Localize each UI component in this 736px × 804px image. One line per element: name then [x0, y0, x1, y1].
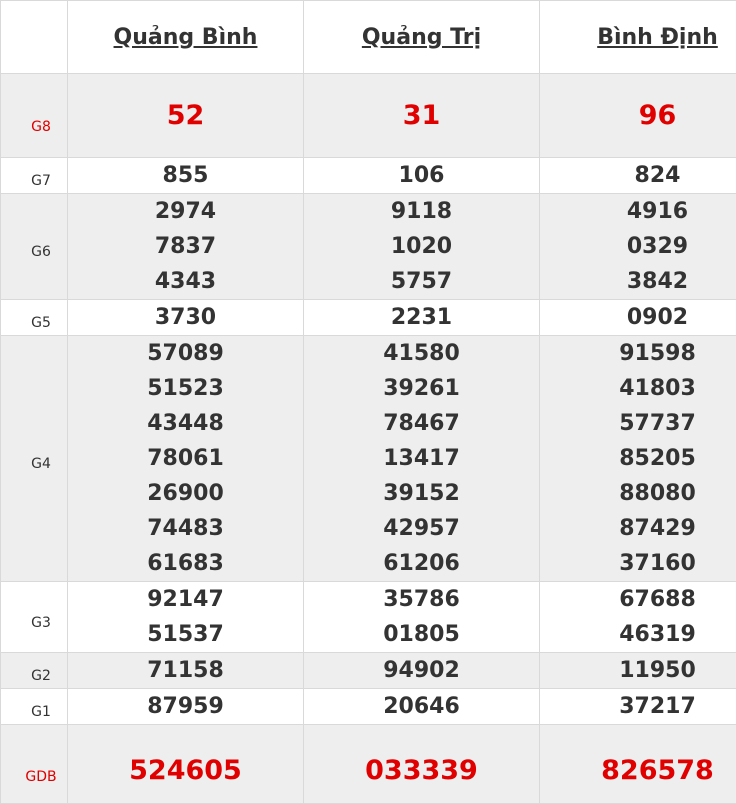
- prize-number: 71158: [68, 653, 303, 688]
- prize-number: 41803: [540, 371, 736, 406]
- province-header-binh-dinh: [540, 1, 736, 74]
- prize-cell: [304, 582, 540, 653]
- prize-row-g8: [1, 74, 736, 158]
- prize-label: G4: [1, 336, 68, 582]
- prize-cell: [304, 336, 540, 582]
- prize-number: 2231: [304, 300, 539, 335]
- prize-cell: [68, 194, 304, 300]
- prize-number: 0329: [540, 229, 736, 264]
- prize-row-g1: [1, 689, 736, 725]
- prize-number: 7837: [68, 229, 303, 264]
- prize-number: 74483: [68, 511, 303, 546]
- prize-cell: [540, 158, 736, 194]
- header-empty-cell: [1, 1, 68, 74]
- prize-number: 92147: [68, 582, 303, 617]
- prize-cell: [68, 582, 304, 653]
- province-link-quang-tri[interactable]: Quảng Trị: [362, 25, 481, 50]
- prize-cell: [68, 689, 304, 725]
- prize-number: 51537: [68, 617, 303, 652]
- prize-cell: [68, 158, 304, 194]
- prize-cell: [540, 300, 736, 336]
- prize-cell: [540, 689, 736, 725]
- prize-cell: [304, 653, 540, 689]
- prize-cell: [304, 74, 540, 158]
- prize-label: G6: [1, 194, 68, 300]
- prize-cell: [304, 725, 540, 804]
- prize-number: 033339: [304, 738, 539, 790]
- prize-row-g3: [1, 582, 736, 653]
- province-link-quang-binh[interactable]: Quảng Bình: [114, 25, 258, 50]
- prize-cell: [540, 74, 736, 158]
- prize-number: 1020: [304, 229, 539, 264]
- prize-number: 20646: [304, 689, 539, 724]
- prize-number: 37217: [540, 689, 736, 724]
- prize-number: 01805: [304, 617, 539, 652]
- prize-number: 61206: [304, 546, 539, 581]
- prize-cell: [68, 653, 304, 689]
- prize-number: 57737: [540, 406, 736, 441]
- prize-label: GDB: [1, 725, 68, 804]
- prize-number: 87959: [68, 689, 303, 724]
- prize-number: 67688: [540, 582, 736, 617]
- prize-row-gdb: [1, 725, 736, 804]
- prize-number: 826578: [540, 738, 736, 790]
- prize-label: G8: [1, 74, 68, 158]
- prize-number: 88080: [540, 476, 736, 511]
- prize-number: 4343: [68, 264, 303, 299]
- prize-number: 31: [304, 85, 539, 146]
- prize-row-g6: [1, 194, 736, 300]
- prize-number: 855: [68, 158, 303, 193]
- prize-cell: [68, 300, 304, 336]
- prize-number: 4916: [540, 194, 736, 229]
- prize-cell: [540, 653, 736, 689]
- prize-number: 26900: [68, 476, 303, 511]
- prize-number: 824: [540, 158, 736, 193]
- prize-number: 85205: [540, 441, 736, 476]
- prize-cell: [540, 336, 736, 582]
- prize-number: 37160: [540, 546, 736, 581]
- header-row: [1, 1, 736, 74]
- prize-number: 87429: [540, 511, 736, 546]
- prize-cell: [68, 336, 304, 582]
- prize-number: 51523: [68, 371, 303, 406]
- prize-row-g2: [1, 653, 736, 689]
- prize-number: 5757: [304, 264, 539, 299]
- prize-number: 52: [68, 85, 303, 146]
- prize-cell: [68, 74, 304, 158]
- prize-number: 61683: [68, 546, 303, 581]
- prize-number: 78061: [68, 441, 303, 476]
- prize-cell: [304, 194, 540, 300]
- prize-number: 43448: [68, 406, 303, 441]
- prize-label: G7: [1, 158, 68, 194]
- prize-number: 11950: [540, 653, 736, 688]
- prize-label: G3: [1, 582, 68, 653]
- prize-number: 13417: [304, 441, 539, 476]
- prize-label: G1: [1, 689, 68, 725]
- prize-number: 91598: [540, 336, 736, 371]
- prize-label: G5: [1, 300, 68, 336]
- prize-number: 42957: [304, 511, 539, 546]
- prize-cell: [540, 582, 736, 653]
- prize-number: 78467: [304, 406, 539, 441]
- prize-row-g7: [1, 158, 736, 194]
- prize-cell: [304, 158, 540, 194]
- prize-number: 3730: [68, 300, 303, 335]
- prize-number: 41580: [304, 336, 539, 371]
- prize-cell: [304, 300, 540, 336]
- prize-cell: [540, 194, 736, 300]
- province-link-binh-dinh[interactable]: Bình Định: [597, 25, 718, 50]
- prize-number: 46319: [540, 617, 736, 652]
- prize-label: G2: [1, 653, 68, 689]
- prize-number: 94902: [304, 653, 539, 688]
- prize-number: 96: [540, 85, 736, 146]
- province-header-quang-tri: [304, 1, 540, 74]
- prize-number: 39152: [304, 476, 539, 511]
- prize-number: 524605: [68, 738, 303, 790]
- prize-cell: [304, 689, 540, 725]
- prize-number: 9118: [304, 194, 539, 229]
- province-header-quang-binh: [68, 1, 304, 74]
- prize-row-g5: [1, 300, 736, 336]
- prize-cell: [68, 725, 304, 804]
- prize-number: 2974: [68, 194, 303, 229]
- prize-number: 0902: [540, 300, 736, 335]
- prize-number: 57089: [68, 336, 303, 371]
- prize-number: 3842: [540, 264, 736, 299]
- prize-cell: [540, 725, 736, 804]
- prize-number: 35786: [304, 582, 539, 617]
- prize-number: 39261: [304, 371, 539, 406]
- prize-number: 106: [304, 158, 539, 193]
- prize-row-g4: [1, 336, 736, 582]
